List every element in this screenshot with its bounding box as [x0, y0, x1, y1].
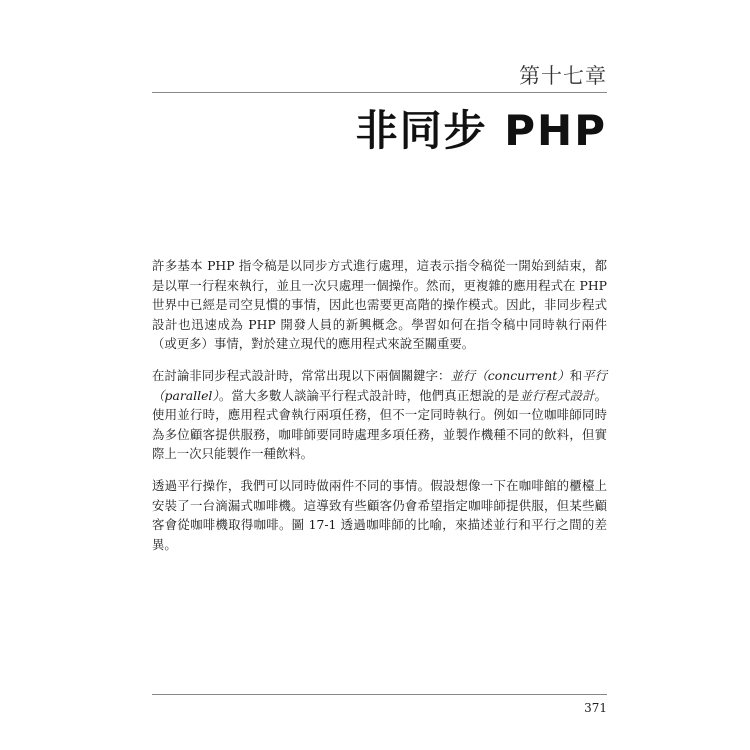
body-text: [152, 256, 607, 566]
paragraph-3: 透過平行操作，我們可以同時做兩件不同的事情。假設想像一下在咖啡館的櫃檯上安裝了一台滴漏式咖啡機。這導致有些顧客仍會希望指定咖啡師提供服，但某些顧客會從咖啡機取得咖啡。圖 17-1 透過咖啡師的比喻，來描述並行和平行之間的差異。: [152, 477, 607, 552]
paragraph-2: [152, 366, 607, 464]
term-parallel: 平行（parallel）: [152, 367, 607, 403]
chapter-title: 非同步 PHP: [355, 106, 607, 155]
paragraph-2-part-a: 在討論非同步程式設計時，常常出現以下兩個關鍵字：: [152, 367, 451, 383]
paragraph-2-part-c: 。當大多數人談論平行程式設計時，他們真正想說的是: [218, 387, 520, 403]
term-concurrent-programming: 並行程式設計: [519, 387, 595, 403]
paragraph-2-part-b: 和: [569, 367, 583, 383]
header-divider: [152, 92, 607, 93]
paragraph-1: 許多基本 PHP 指令稿是以同步方式進行處理，這表示指令稿從一開始到結束，都是以單一行程來執行，並且一次只處理一個操作。然而，更複雜的應用程式在 PHP 世界中已經是司空見慣的事情，因此也需要更高階的操作模式。因此，非同步程式設計也迅速成為 PHP 開發人員的新興概念。學習如何在指令稿中同時執行兩件（或更多）事情，對於建立現代的應用程式來說至關重要。: [152, 258, 607, 352]
term-concurrent: 並行（concurrent）: [450, 367, 570, 383]
page-number: 371: [584, 701, 607, 715]
footer-divider: [152, 694, 607, 695]
chapter-label: 第十七章: [519, 64, 607, 88]
paragraph-2-part-d: 。使用並行時，應用程式會執行兩項任務，但不一定同時執行。例如一位咖啡師同時為多位顧客提供服務，咖啡師要同時處理多項任務，並製作機種不同的飲料，但實際上一次只能製作一種飲料。: [152, 387, 608, 462]
